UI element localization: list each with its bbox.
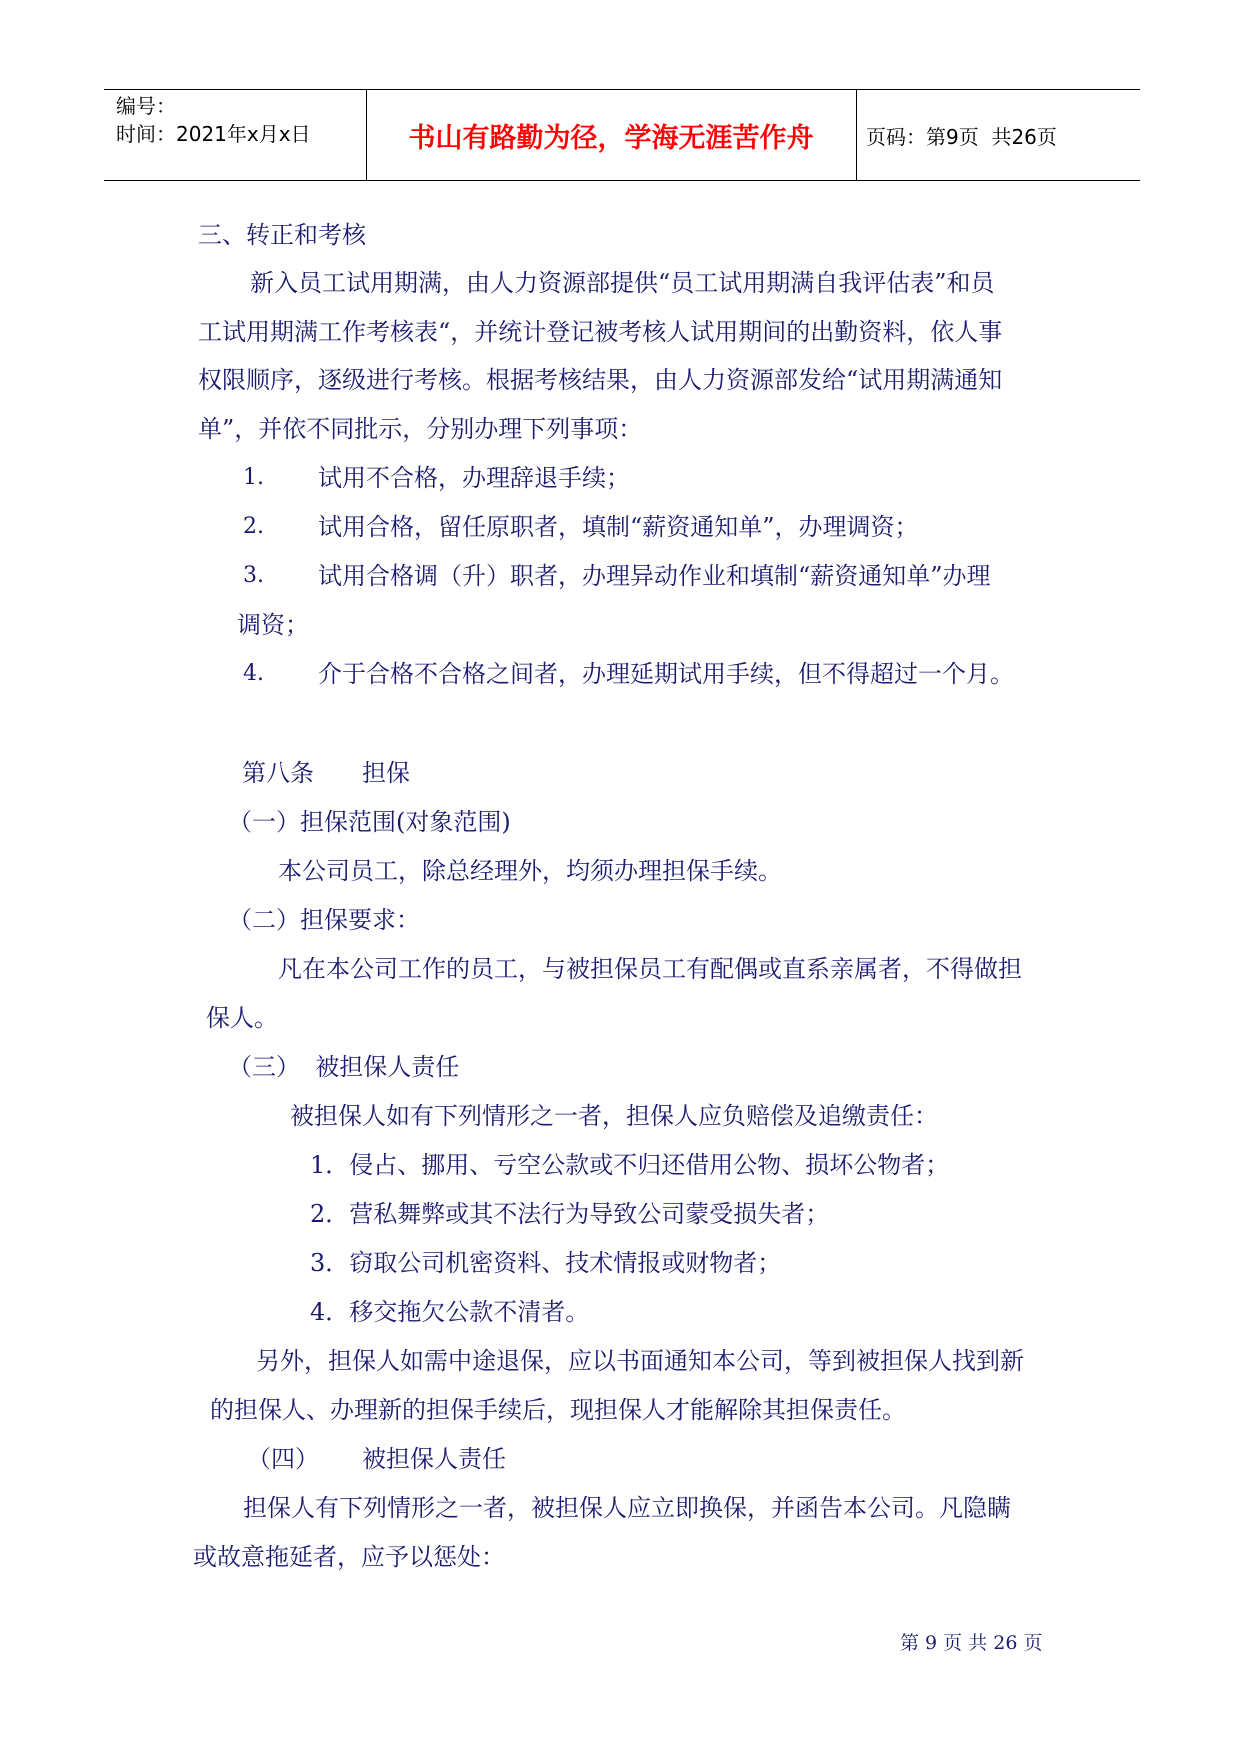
header-motto: 书山有路勤为径，学海无涯苦作舟 [408,122,814,154]
paragraph-line: 权限顺序，逐级进行考核。根据考核结果，由人力资源部发给“试用期满通知 [198,366,1003,394]
paragraph-line: 或故意拖延者，应予以惩处： [193,1543,505,1571]
paragraph-line: 担保人有下列情形之一者，被担保人应立即换保，并函告本公司。凡隐瞒 [243,1494,1011,1522]
list-item-text: 1．侵占、挪用、亏空公款或不归还借用公物、损坏公物者； [310,1151,950,1179]
paragraph-line: 工试用期满工作考核表“，并统计登记被考核人试用期间的出勤资料，依人事 [198,318,1003,346]
subsection-title: （一）担保范围(对象范围) [228,808,511,836]
list-item-number: 4. [243,661,264,686]
list-item-number: 2. [243,514,264,539]
list-item-text: 3．窃取公司机密资料、技术情报或财物者； [310,1249,782,1277]
section-title: 三、转正和考核 [198,221,366,249]
paragraph-line: 本公司员工，除总经理外，均须办理担保手续。 [278,857,782,885]
subsection-title: （二）担保要求： [228,906,420,934]
paragraph-line: 保人。 [206,1004,278,1032]
article-number: 第八条 [242,759,314,787]
paragraph-line: 另外，担保人如需中途退保，应以书面通知本公司，等到被担保人找到新 [256,1347,1024,1375]
list-item-text: 4．移交拖欠公款不清者。 [310,1298,590,1326]
paragraph-line: 新入员工试用期满，由人力资源部提供“员工试用期满自我评估表”和员 [250,269,995,297]
list-item-number: 1. [243,465,264,490]
header-meta [116,92,311,148]
list-item-text: 2．营私舞弊或其不法行为导致公司蒙受损失者； [310,1200,830,1228]
article-title: 担保 [362,759,410,787]
subsection-number: （四） [247,1445,319,1473]
header-page-label: 页码：第9页 共26页 [866,124,1057,149]
page-footer: 第 9 页 共 26 页 [900,1632,1043,1654]
paragraph-line: 单”，并依不同批示，分别办理下列事项： [198,415,643,443]
paragraph-line: 被担保人如有下列情形之一者，担保人应负赔偿及追缴责任： [290,1102,938,1130]
paragraph-line: 的担保人、办理新的担保手续后，现担保人才能解除其担保责任。 [210,1396,906,1424]
number-label: 编号： [116,94,176,118]
list-item-text: 试用不合格，办理辞退手续； [318,464,630,492]
list-item-number: 3. [243,563,264,588]
list-item-text: 调资； [237,611,309,639]
document-header [104,89,1140,181]
subsection-title: （三） 被担保人责任 [228,1053,460,1081]
subsection-title: 被担保人责任 [362,1445,506,1473]
list-item-text: 介于合格不合格之间者，办理延期试用手续，但不得超过一个月。 [318,660,1014,688]
header-divider [856,90,857,180]
list-item-text: 试用合格调（升）职者，办理异动作业和填制“薪资通知单”办理 [318,562,991,590]
paragraph-line: 凡在本公司工作的员工，与被担保员工有配偶或直系亲属者，不得做担 [278,955,1022,983]
time-label: 时间：2021年x月x日 [116,122,311,146]
list-item-text: 试用合格，留任原职者，填制“薪资通知单”，办理调资； [318,513,919,541]
